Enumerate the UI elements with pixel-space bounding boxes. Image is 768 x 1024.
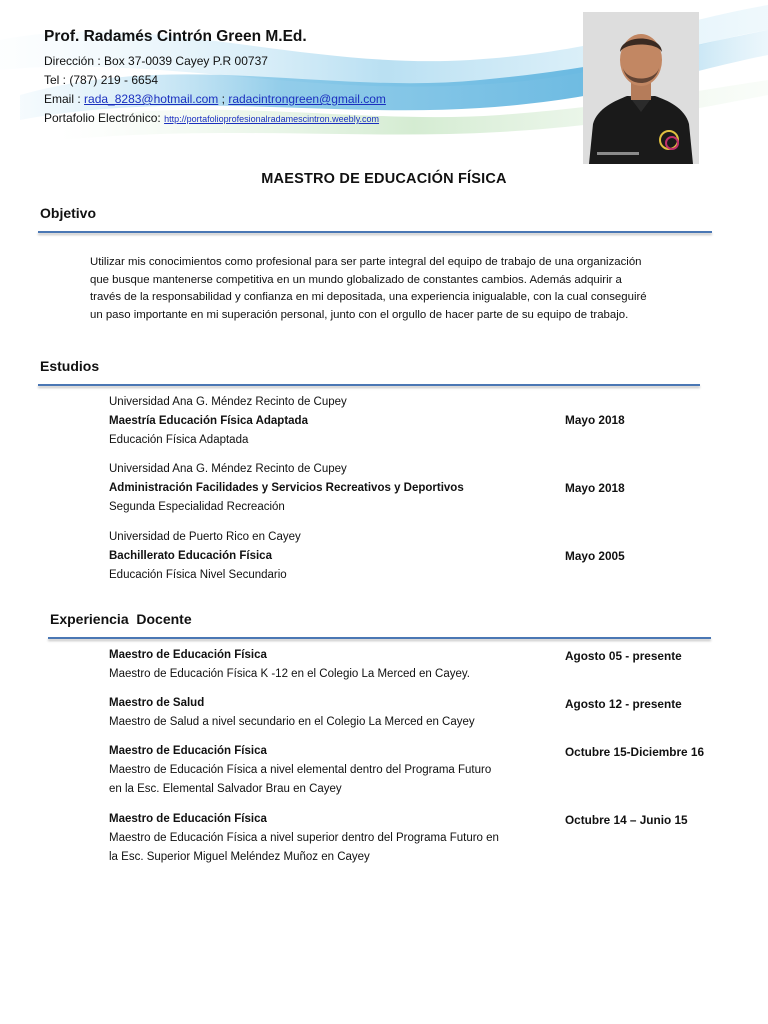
experience-description: en la Esc. Elemental Salvador Brau en Cayey <box>109 783 342 795</box>
experience-description: la Esc. Superior Miguel Meléndez Muñoz en Cayey <box>109 851 370 863</box>
portfolio-label: Portafolio Electrónico: <box>44 111 161 125</box>
portfolio-line <box>44 109 386 129</box>
study-item <box>109 460 464 517</box>
study-detail: Educación Física Nivel Secundario <box>109 569 287 581</box>
studies-divider <box>38 384 700 386</box>
contact-header <box>44 28 386 129</box>
experience-role: Maestro de Educación Física <box>109 649 267 661</box>
experience-role: Maestro de Educación Física <box>109 745 267 757</box>
study-degree: Maestría Educación Física Adaptada <box>109 415 308 427</box>
experience-description: Maestro de Educación Física a nivel elemental dentro del Programa Futuro <box>109 764 492 776</box>
study-item <box>109 528 301 585</box>
study-date: Mayo 2018 <box>565 413 625 427</box>
experience-item <box>109 742 491 799</box>
experience-item <box>109 810 499 867</box>
study-date: Mayo 2018 <box>565 481 625 495</box>
experience-description: Maestro de Educación Física K -12 en el Colegio La Merced en Cayey. <box>109 668 470 680</box>
email-line <box>44 90 386 109</box>
phone-line: Tel : (787) 219 - 6654 <box>44 73 159 87</box>
experience-role: Maestro de Educación Física <box>109 813 267 825</box>
objective-text <box>90 254 710 324</box>
experience-date: Agosto 05 - presente <box>565 649 682 663</box>
objective-line: Utilizar mis conocimientos como profesional para ser parte integral del equipo de trabajo de una organización <box>90 256 642 268</box>
email-link-hotmail[interactable]: rada_8283@hotmail.com <box>84 92 219 106</box>
studies-heading: Estudios <box>40 358 100 374</box>
address-line: Dirección : Box 37-0039 Cayey P.R 00737 <box>44 54 268 68</box>
objective-heading: Objetivo <box>40 205 97 221</box>
objective-line: un paso importante en mi superación personal, junto con el orgullo de hacer parte de su equipo de trabajo. <box>90 308 629 321</box>
experience-heading: Experiencia Docente <box>50 611 192 627</box>
experience-description: Maestro de Salud a nivel secundario en el Colegio La Merced en Cayey <box>109 716 475 728</box>
study-degree: Administración Facilidades y Servicios Recreativos y Deportivos <box>109 482 464 494</box>
person-name: Prof. Radamés Cintrón Green M.Ed. <box>44 28 307 45</box>
study-institution: Universidad Ana G. Méndez Recinto de Cupey <box>109 463 347 475</box>
objective-divider <box>38 231 712 233</box>
experience-date: Octubre 14 – Junio 15 <box>565 813 688 827</box>
experience-role: Maestro de Salud <box>109 697 205 709</box>
experience-date: Agosto 12 - presente <box>565 697 682 711</box>
study-item <box>109 393 347 450</box>
experience-item <box>109 646 470 684</box>
study-date: Mayo 2005 <box>565 549 625 563</box>
objective-line: través de la responsabilidad y confianza en mi depositada, una experiencia inigualable, con la cual conseguiré <box>90 291 647 303</box>
study-degree: Bachillerato Educación Física <box>109 550 272 562</box>
email-separator: ; <box>221 92 225 106</box>
email-link-gmail[interactable]: radacintrongreen@gmail.com <box>228 92 386 106</box>
experience-divider <box>48 637 711 639</box>
objective-line: que busque mantenerse competitiva en un mundo globalizado de constantes cambios. Además adquirir a <box>90 273 622 286</box>
experience-date: Octubre 15-Diciembre 16 <box>565 745 704 759</box>
portfolio-link[interactable]: http://portafolioprofesionalradamescintron.weebly.com <box>164 114 380 124</box>
experience-description: Maestro de Educación Física a nivel superior dentro del Programa Futuro en <box>109 832 499 844</box>
email-label: Email : <box>44 92 81 106</box>
study-detail: Segunda Especialidad Recreación <box>109 501 285 513</box>
document-title: MAESTRO DE EDUCACIÓN FÍSICA <box>261 171 507 187</box>
experience-item <box>109 694 475 732</box>
profile-photo <box>583 12 699 164</box>
study-institution: Universidad de Puerto Rico en Cayey <box>109 531 301 543</box>
study-detail: Educación Física Adaptada <box>109 434 249 446</box>
study-institution: Universidad Ana G. Méndez Recinto de Cupey <box>109 396 347 408</box>
